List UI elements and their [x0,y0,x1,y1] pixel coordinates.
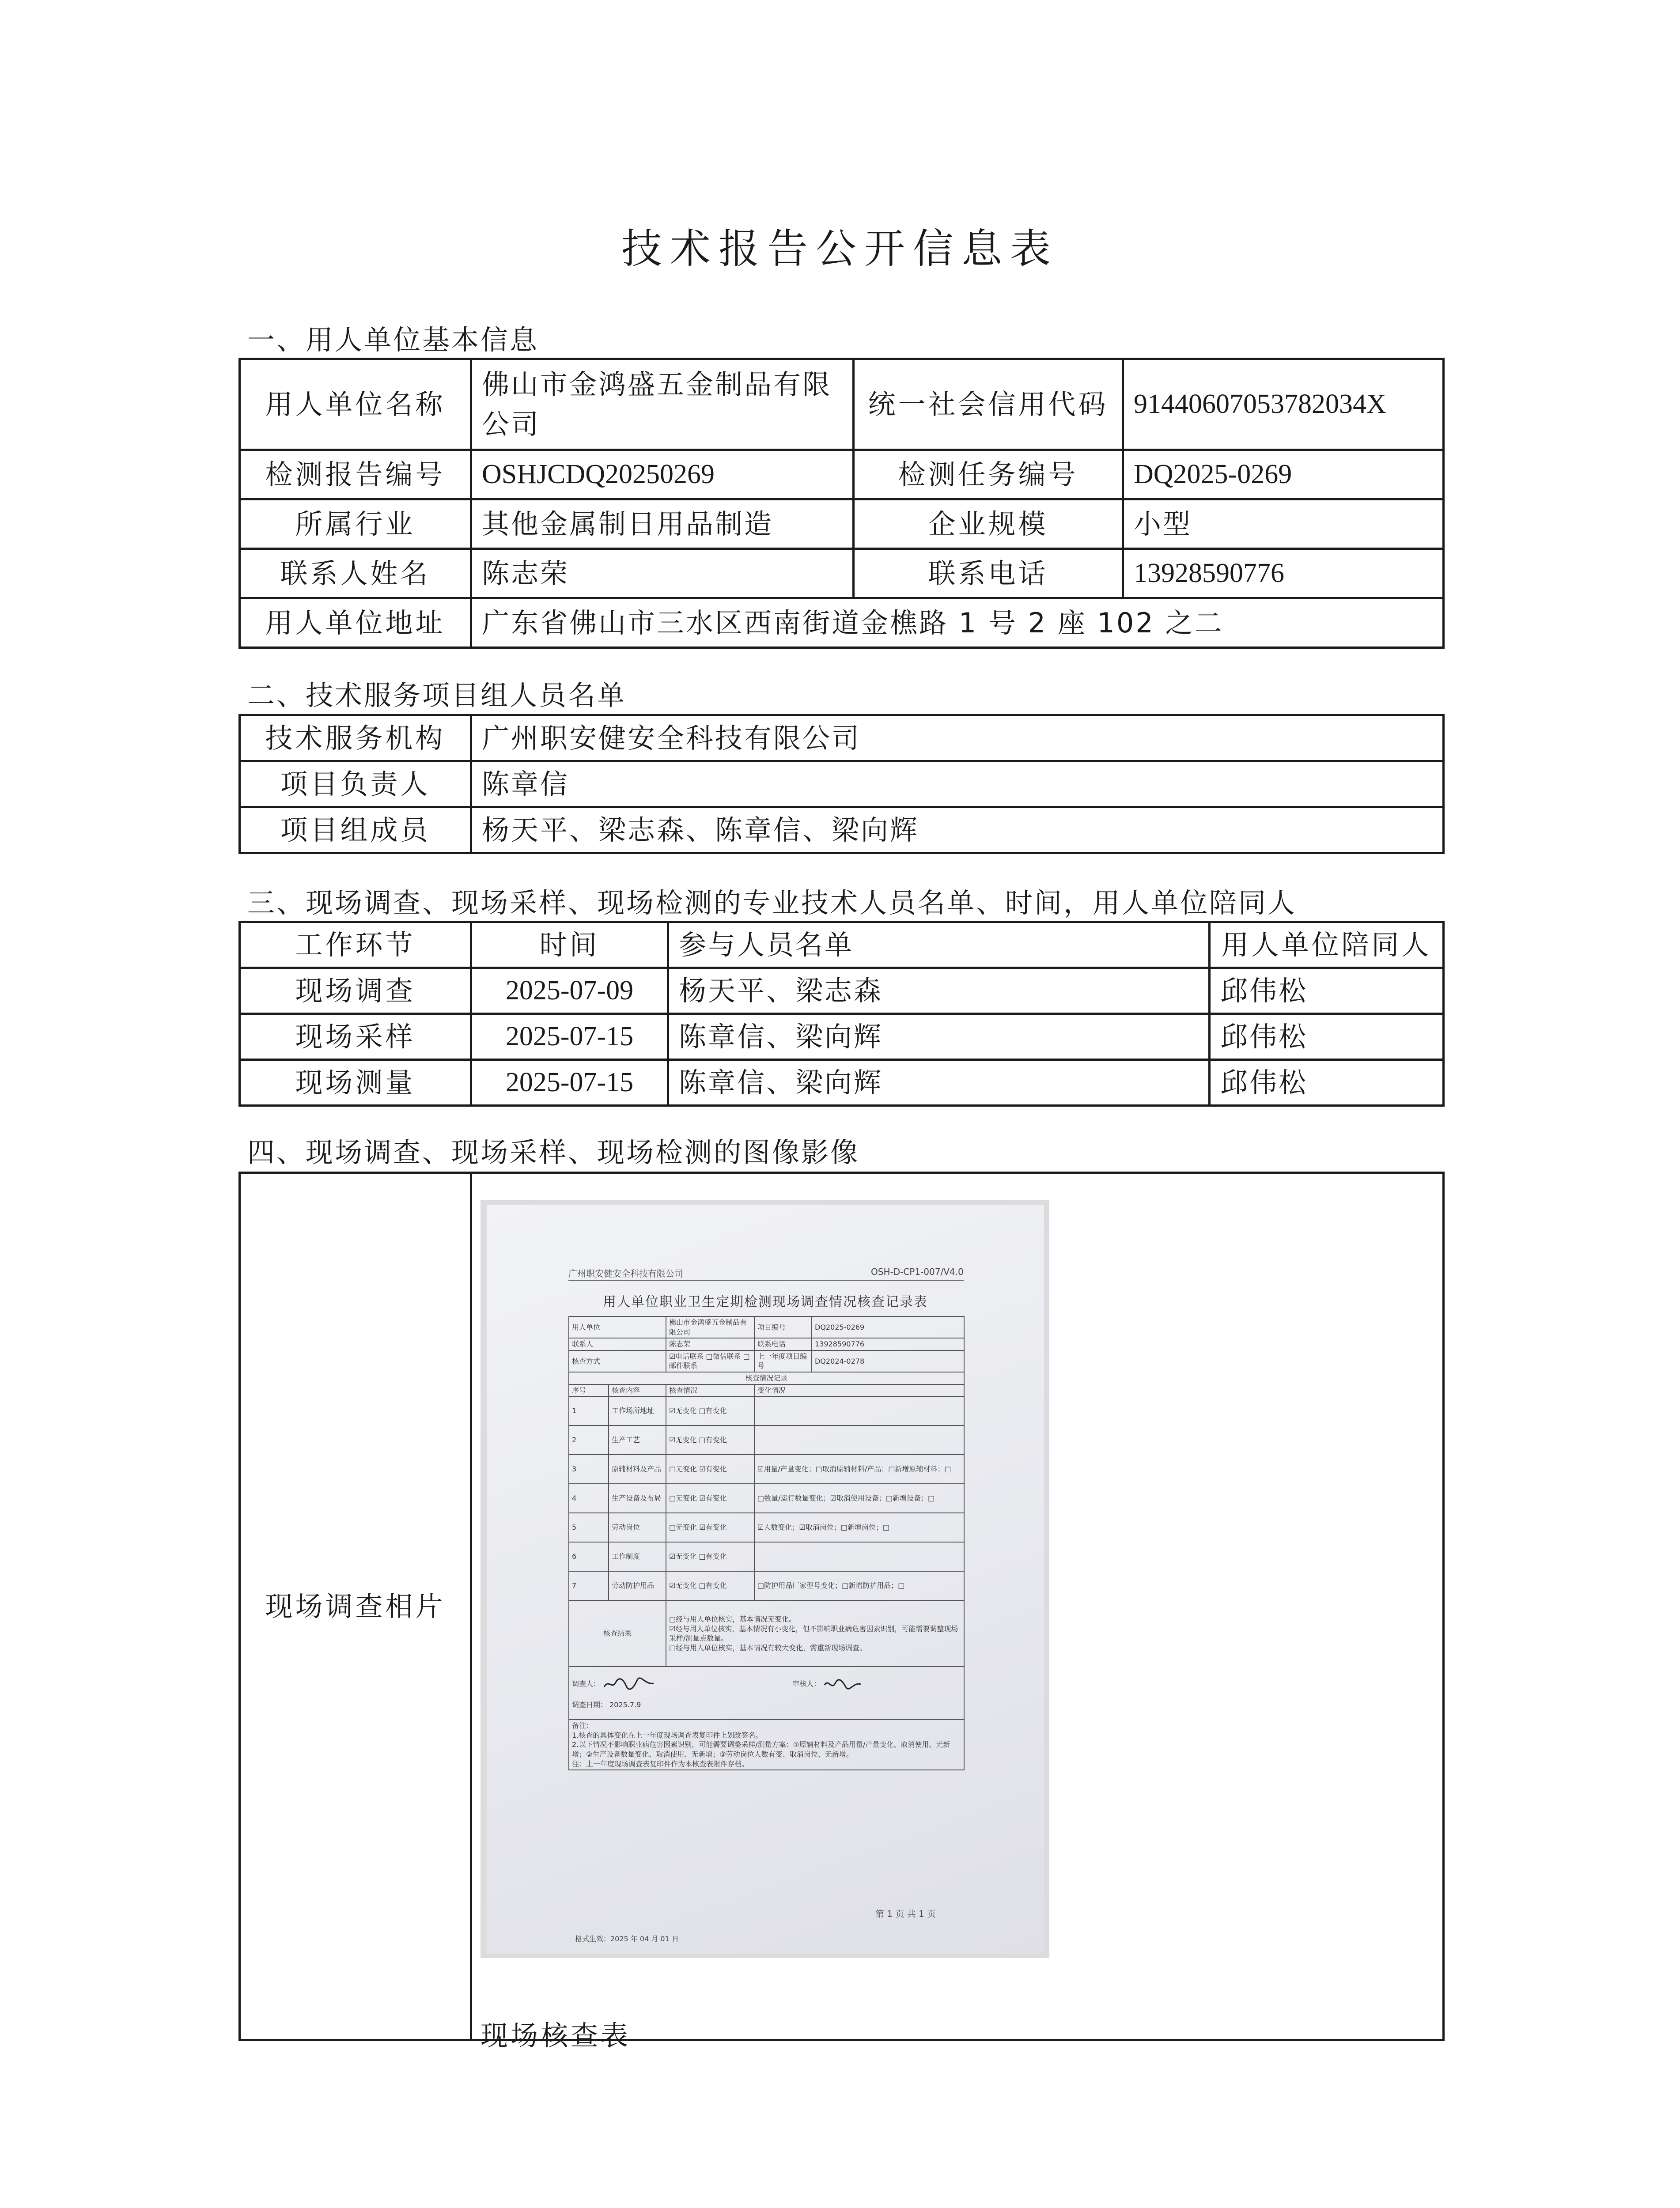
task-no-label: 检测任务编号 [854,450,1123,499]
photo-item-content: 生产设备及布局 [609,1484,666,1513]
photo-unit-label: 用人单位 [569,1316,666,1338]
scale-label: 企业规模 [854,499,1123,549]
photo-result-cell [666,1600,964,1667]
credit-code-value: 91440607053782034X [1123,359,1444,450]
photo-col-item: 核查内容 [609,1384,666,1397]
stage-cell: 现场调查 [240,968,471,1014]
photo-method-label: 核查方式 [569,1350,666,1372]
photo-item-status: ☑无变化 □有变化 [666,1542,754,1571]
col-header-personnel: 参与人员名单 [668,922,1210,968]
photo-col-status: 核查情况 [666,1384,754,1397]
photo-item-content: 原辅材料及产品 [609,1455,666,1484]
photo-table-row [569,1513,964,1542]
table-row [240,549,1444,598]
photo-prev-value: DQ2024-0278 [812,1350,964,1372]
photo-item-no: 3 [569,1455,609,1484]
photo-item-content: 工作场所地址 [609,1396,666,1425]
col-header-escort: 用人单位陪同人 [1210,922,1444,968]
photo-project-no-label: 项目编号 [754,1316,812,1338]
photo-item-change [754,1396,964,1425]
scale-value: 小型 [1123,499,1444,549]
section4-heading: 四、现场调查、现场采样、现场检测的图像影像 [247,1136,860,1168]
section2-heading: 二、技术服务项目组人员名单 [247,679,627,711]
photo-note-line: 注：上一年度现场调查表复印件作为本核查表附件存档。 [572,1759,749,1768]
section1-heading: 一、用人单位基本信息 [247,324,539,356]
col-header-time: 时间 [471,922,668,968]
photo-result-line: □经与用人单位核实，基本情况无变化。 [669,1614,796,1623]
task-no-value: DQ2025-0269 [1123,450,1444,499]
section3-heading: 三、现场调查、现场采样、现场检测的专业技术人员名单、时间，用人单位陪同人 [247,887,1297,919]
photo-org: 广州职安健安全科技有限公司 [568,1268,683,1279]
leader-value: 陈章信 [471,761,1444,807]
photo-table-header-row [569,1384,964,1397]
photo-table-row [569,1455,964,1484]
members-value: 杨天平、梁志森、陈章信、梁向辉 [471,807,1444,853]
photo-form-title: 用人单位职业卫生定期检测现场调查情况核查记录表 [603,1294,928,1310]
basic-info-table [238,358,1445,649]
photo-phone-label: 联系电话 [754,1338,812,1350]
photo-item-status: ☑无变化 □有变化 [666,1425,754,1455]
photo-unit-value: 佛山市金鸿盛五金制品有限公司 [666,1316,754,1338]
photo-doc-code: OSH-D-CP1-007/V4.0 [871,1267,964,1277]
table-row [240,1060,1444,1106]
table-row [240,499,1444,549]
photo-reviewer-label: 审核人： [792,1679,821,1688]
photo-record-title: 核查情况记录 [569,1372,964,1384]
members-label: 项目组成员 [240,807,471,853]
photo-note-line: 2.以下情况不影响职业病危害因素识别，可能需要调整采样/测量方案：①原辅材料及产品用量/产量变化、取消使用、无新增；②生产设备数量变化、取消使用、无新增；③劳动岗位人数有变、取消岗位、无新增。 [572,1740,950,1758]
photo-signature-cell [569,1667,964,1720]
photo-page-info: 第 1 页 共 1 页 [875,1909,936,1919]
photo-note-line: 1.核查的具体变化在上一年度现场调查表复印件上划改签名。 [572,1731,763,1739]
photo-method-value: ☑电话联系 □微信联系 □邮件联系 [666,1350,754,1372]
table-row [240,450,1444,499]
photo-contact-label: 联系人 [569,1338,666,1350]
time-cell: 2025-07-15 [471,1060,668,1106]
escort-cell: 邱伟松 [1210,1060,1444,1106]
photo-investigator-label: 调查人： [572,1679,601,1688]
photo-table-row [569,1542,964,1571]
photo-table-row [569,1484,964,1513]
photo-table-row [569,1372,964,1384]
photo-table-row [569,1425,964,1455]
photo-item-status: □无变化 ☑有变化 [666,1484,754,1513]
personnel-cell: 杨天平、梁志森 [668,968,1210,1014]
project-team-table [238,714,1445,854]
table-row [240,1014,1444,1060]
photo-row-label: 现场调查相片 [240,1173,471,2040]
org-label: 技术服务机构 [240,715,471,761]
photo-item-no: 6 [569,1542,609,1571]
photo-item-status: ☑无变化 □有变化 [666,1396,754,1425]
table-row [240,761,1444,807]
industry-label: 所属行业 [240,499,471,549]
photo-result-label: 核查结果 [569,1600,666,1667]
photo-item-content: 劳动防护用品 [609,1571,666,1600]
address-label: 用人单位地址 [240,598,471,648]
photo-item-content: 生产工艺 [609,1425,666,1455]
stage-cell: 现场采样 [240,1014,471,1060]
table-row [240,968,1444,1014]
photo-item-change: ☑人数变化；☑取消岗位；□新增岗位；□ [754,1513,964,1542]
photo-item-change [754,1425,964,1455]
photo-survey-date: 调查日期： 2025.7.9 [572,1701,641,1709]
contact-phone-label: 联系电话 [854,549,1123,598]
contact-name-label: 联系人姓名 [240,549,471,598]
photo-table-row [569,1667,964,1720]
photo-item-change: ☑用量/产量变化；□取消原辅材料/产品；□新增原辅材料；□ [754,1455,964,1484]
photo-table-row [569,1600,964,1667]
photo-item-status: ☑无变化 □有变化 [666,1571,754,1600]
table-row [240,807,1444,853]
photo-phone-value: 13928590776 [812,1338,964,1350]
photo-project-no-value: DQ2025-0269 [812,1316,964,1338]
field-work-table [238,921,1445,1107]
contact-phone-value: 13928590776 [1123,549,1444,598]
photo-item-status: □无变化 ☑有变化 [666,1513,754,1542]
photo-header-rule [568,1280,964,1281]
time-cell: 2025-07-09 [471,968,668,1014]
photo-item-change: □防护用品厂家型号变化；□新增防护用品；□ [754,1571,964,1600]
photo-item-content: 劳动岗位 [609,1513,666,1542]
industry-value: 其他金属制日用品制造 [471,499,854,549]
photo-contact-value: 陈志荣 [666,1338,754,1350]
stage-cell: 现场测量 [240,1060,471,1106]
photo-issue-date: 格式生效：2025 年 04 月 01 日 [575,1935,679,1943]
photo-table-row [569,1720,964,1770]
table-header-row [240,922,1444,968]
contact-name-value: 陈志荣 [471,549,854,598]
photo-note-line: 备注： [572,1721,594,1730]
table-row [240,598,1444,648]
photo-item-no: 2 [569,1425,609,1455]
credit-code-label: 统一社会信用代码 [854,359,1123,450]
personnel-cell: 陈章信、梁向辉 [668,1060,1210,1106]
report-no-label: 检测报告编号 [240,450,471,499]
personnel-cell: 陈章信、梁向辉 [668,1014,1210,1060]
table-row [240,359,1444,450]
photo-form-table [568,1316,965,1770]
table-row [240,715,1444,761]
leader-label: 项目负责人 [240,761,471,807]
photo-item-no: 4 [569,1484,609,1513]
site-survey-photo [481,1200,1049,1958]
photo-result-line: □经与用人单位核实，基本情况有较大变化，需重新现场调查。 [669,1643,867,1652]
photo-item-no: 7 [569,1571,609,1600]
photo-item-status: □无变化 ☑有变化 [666,1455,754,1484]
org-value: 广州职安健安全科技有限公司 [471,715,1444,761]
photo-col-change: 变化情况 [754,1384,964,1397]
photo-paper [487,1205,1044,1954]
photo-prev-label: 上一年度项目编号 [754,1350,812,1372]
escort-cell: 邱伟松 [1210,1014,1444,1060]
photo-item-change: □数量/运行数量变化；☑取消使用设备；□新增设备；□ [754,1484,964,1513]
photo-item-no: 1 [569,1396,609,1425]
col-header-stage: 工作环节 [240,922,471,968]
photo-notes-cell [569,1720,964,1770]
photo-table-row [569,1350,964,1372]
report-no-value: OSHJCDQ20250269 [471,450,854,499]
photo-item-change [754,1542,964,1571]
photo-result-line: ☑经与用人单位核实，基本情况有小变化，但不影响职业病危害因素识别，可能需要调整现场采样/测量点数量。 [669,1624,958,1643]
escort-cell: 邱伟松 [1210,968,1444,1014]
photo-table-row [569,1338,964,1350]
photo-caption: 现场核查表 [481,2019,631,2052]
time-cell: 2025-07-15 [471,1014,668,1060]
investigator-signature [602,1676,655,1692]
photo-item-content: 工作制度 [609,1542,666,1571]
photo-col-no: 序号 [569,1384,609,1397]
photo-table-row [569,1396,964,1425]
reviewer-signature [823,1676,863,1692]
unit-name-value: 佛山市金鸿盛五金制品有限公司 [471,359,854,450]
unit-name-label: 用人单位名称 [240,359,471,450]
address-value: 广东省佛山市三水区西南街道金樵路 1 号 2 座 102 之二 [471,598,1444,648]
photo-table-row [569,1316,964,1338]
photo-item-no: 5 [569,1513,609,1542]
page-title: 技术报告公开信息表 [621,225,1059,272]
photo-table-row [569,1571,964,1600]
